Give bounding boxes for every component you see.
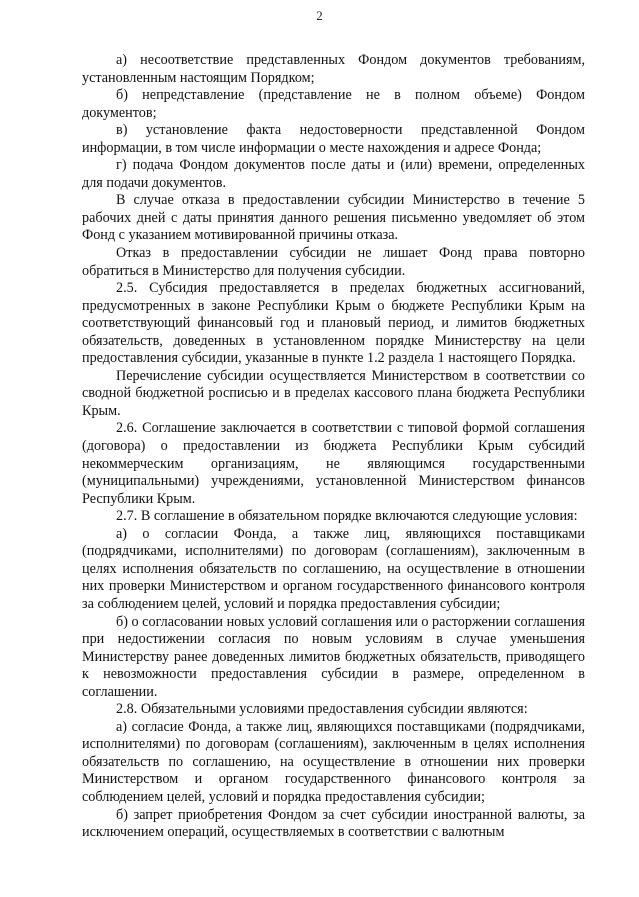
paragraph-2-item-b: б) непредставление (представление не в полном объеме) Фондом документов; — [82, 87, 585, 121]
paragraph-6-reapply: Отказ в предоставлении субсидии не лишает Фонд права повторно обратиться в Министерство для получения субсидии. — [82, 245, 585, 279]
paragraph-7-clause-2-5: 2.5. Субсидия предоставляется в пределах бюджетных ассигнований, предусмотренных в законе Республики Крым о бюджете Республики Крым на соответствующий финансовый год и плановый период, и лимитов бюджетных обязательств, доведенных в установленном порядке Министерству на цели предоставления субсидии, указанные в пункте 1.2 раздела 1 настоящего Порядка. — [82, 280, 585, 367]
paragraph-3-item-v: в) установление факта недостоверности представленной Фондом информации, в том числе информации о месте нахождения и адресе Фонда; — [82, 122, 585, 156]
paragraph-13-clause-2-8: 2.8. Обязательными условиями предоставления субсидии являются: — [116, 701, 528, 718]
paragraph-9-clause-2-6: 2.6. Соглашение заключается в соответствии с типовой формой соглашения (договора) о предоставлении из бюджета Республики Крым субсидий некоммерческим организациям, не являющимся государственными (муниципальными) учреждениями, установленной Министерством финансов Республики Крым. — [82, 420, 585, 507]
paragraph-1-item-a: а) несоответствие представленных Фондом документов требованиям, установленным настоящим Порядком; — [82, 52, 585, 86]
paragraph-12-clause-2-7-b: б) о согласовании новых условий соглашения или о расторжении соглашения при недостижении согласия по новым условиям в случае уменьшения Министерству ранее доведенных лимитов бюджетных обязательств, приводящего к невозможности предоставления субсидии в размере, определенном в соглашении. — [82, 613, 585, 700]
paragraph-10-clause-2-7: 2.7. В соглашение в обязательном порядке включаются следующие условия: — [116, 508, 578, 525]
page-number: 2 — [316, 8, 323, 23]
paragraph-11-clause-2-7-a: а) о согласии Фонда, а также лиц, являющихся поставщиками (подрядчиками, исполнителями) по договорам (соглашениям), заключенным в целях исполнения обязательств по соглашению, на осуществление в отношении них проверки Министерством и органом государственного финансового контроля за соблюдением целей, условий и порядка предоставления субсидии; — [82, 525, 585, 612]
paragraph-5-refusal-notice: В случае отказа в предоставлении субсидии Министерство в течение 5 рабочих дней с даты принятия данного решения письменно уведомляет об этом Фонд с указанием мотивированной причины отказа. — [82, 192, 585, 244]
paragraph-8-transfer: Перечисление субсидии осуществляется Министерством в соответствии со сводной бюджетной росписью и в пределах кассового плана бюджета Республики Крым. — [82, 367, 585, 419]
document-body — [82, 52, 585, 842]
paragraph-15-clause-2-8-b: б) запрет приобретения Фондом за счет субсидии иностранной валюты, за исключением операций, осуществляемых в соответствии с валютным — [82, 806, 585, 841]
paragraph-14-clause-2-8-a: а) согласие Фонда, а также лиц, являющихся поставщиками (подрядчиками, исполнителями) по договорам (соглашениям), заключенным в целях исполнения обязательств по соглашению, на осуществление в отношении них проверки Министерством и органом государственного финансового контроля за соблюдением целей, условий и порядка предоставления субсидии; — [82, 718, 585, 805]
paragraph-4-item-g: г) подача Фондом документов после даты и (или) времени, определенных для подачи документов. — [82, 157, 585, 191]
